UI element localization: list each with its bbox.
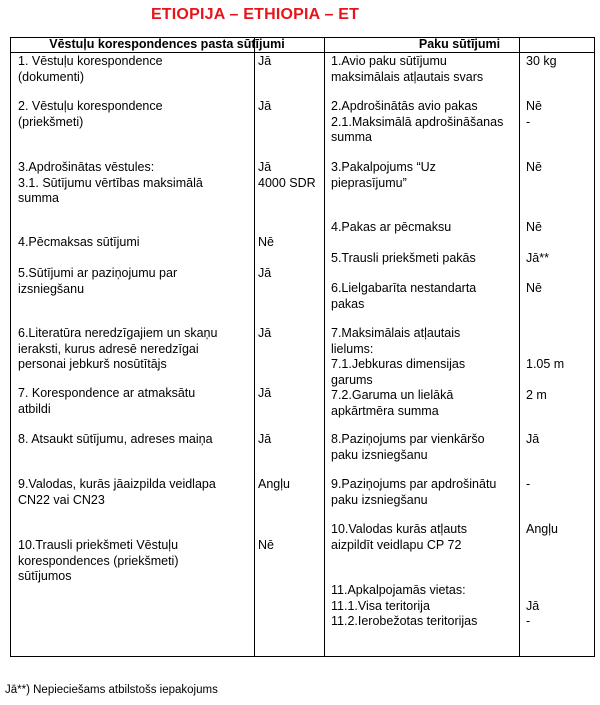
right-value-divider [519, 37, 520, 657]
right-item-label: 5.Trausli priekšmeti pakās [331, 251, 476, 265]
right-item-value: Nē [526, 160, 542, 174]
right-item-value: - [526, 477, 531, 491]
left-item-label: 7. Korespondence ar atmaksātu atbildi [18, 386, 196, 416]
left-item-value: Nē [258, 235, 274, 249]
right-item-value: Nē [526, 220, 542, 234]
page-title: ETIOPIJA – ETHIOPIA – ET [150, 6, 360, 23]
right-item-value: Nē [526, 281, 542, 295]
right-item-label: 3.Pakalpojums “Uz pieprasījumu” [331, 160, 436, 190]
right-item-value: Nē - [526, 99, 542, 129]
left-value-divider [254, 37, 255, 657]
left-item-label: 9.Valodas, kurās jāaizpilda veidlapa CN22 vai CN23 [18, 477, 216, 507]
right-item-label: 1.Avio paku sūtījumu maksimālais atļautais svars [331, 54, 484, 84]
center-divider [324, 37, 325, 657]
left-item-label: 5.Sūtījumi ar paziņojumu par izsniegšanu [18, 266, 178, 296]
parcel-header: Paku sūtījumi [418, 37, 501, 51]
right-item-value: 30 kg [526, 54, 557, 68]
left-item-label: 3.Apdrošinātas vēstules: 3.1. Sūtījumu vērtības maksimālā summa [18, 160, 203, 205]
left-item-value: Jā 4000 SDR [258, 160, 316, 190]
right-item-label: 10.Valodas kurās atļauts aizpildīt veidlapu CP 72 [331, 522, 467, 552]
right-item-value: 1.05 m 2 m [526, 357, 565, 402]
left-item-label: 2. Vēstuļu korespondence (priekšmeti) [18, 99, 163, 129]
footnote: Jā**) Nepieciešams atbilstošs iepakojums [5, 684, 218, 696]
right-item-label: 2.Apdrošinātās avio pakas 2.1.Maksimālā apdrošināšanas summa [331, 99, 504, 144]
left-item-label: 6.Literatūra neredzīgajiem un skaņu ieraksti, kurus adresē neredzīgai personai jebkurš nosūtītājs [18, 326, 218, 371]
left-item-value: Jā [258, 266, 272, 280]
left-item-value: Jā [258, 326, 272, 340]
left-item-label: 8. Atsaukt sūtījumu, adreses maiņa [18, 432, 213, 446]
right-item-label: 9.Paziņojums par apdrošinātu paku izsniegšanu [331, 477, 497, 507]
right-item-label: 11.Apkalpojamās vietas: 11.1.Visa teritorija 11.2.Ierobežotas teritorijas [331, 583, 478, 628]
right-item-value: Jā - [526, 598, 540, 628]
left-item-value: Jā [258, 54, 272, 68]
left-item-value: Jā [258, 99, 272, 113]
right-item-label: 7.Maksimālais atļautais lielums: 7.1.Jebkuras dimensijas garums 7.2.Garuma un lielākā apkārtmēra summa [331, 326, 466, 418]
left-item-label: 10.Trausli priekšmeti Vēstuļu korespondences (priekšmeti) sūtījumos [18, 538, 179, 583]
right-item-label: 6.Lielgabarīta nestandarta pakas [331, 281, 477, 311]
left-item-value: Jā [258, 432, 272, 446]
right-item-label: 8.Paziņojums par vienkāršo paku izsniegšanu [331, 432, 485, 462]
left-item-value: Nē [258, 538, 274, 552]
left-item-label: 1. Vēstuļu korespondence (dokumenti) [18, 54, 163, 84]
header-divider [10, 52, 595, 53]
right-item-value: Angļu [526, 522, 558, 536]
left-item-value: Jā [258, 386, 272, 400]
right-item-value: Jā** [526, 251, 549, 265]
right-item-value: Jā [526, 432, 540, 446]
letter-post-header: Vēstuļu korespondences pasta sūtījumi [49, 37, 285, 51]
right-item-label: 4.Pakas ar pēcmaksu [331, 220, 452, 234]
left-item-label: 4.Pēcmaksas sūtījumi [18, 235, 140, 249]
left-item-value: Angļu [258, 477, 290, 491]
